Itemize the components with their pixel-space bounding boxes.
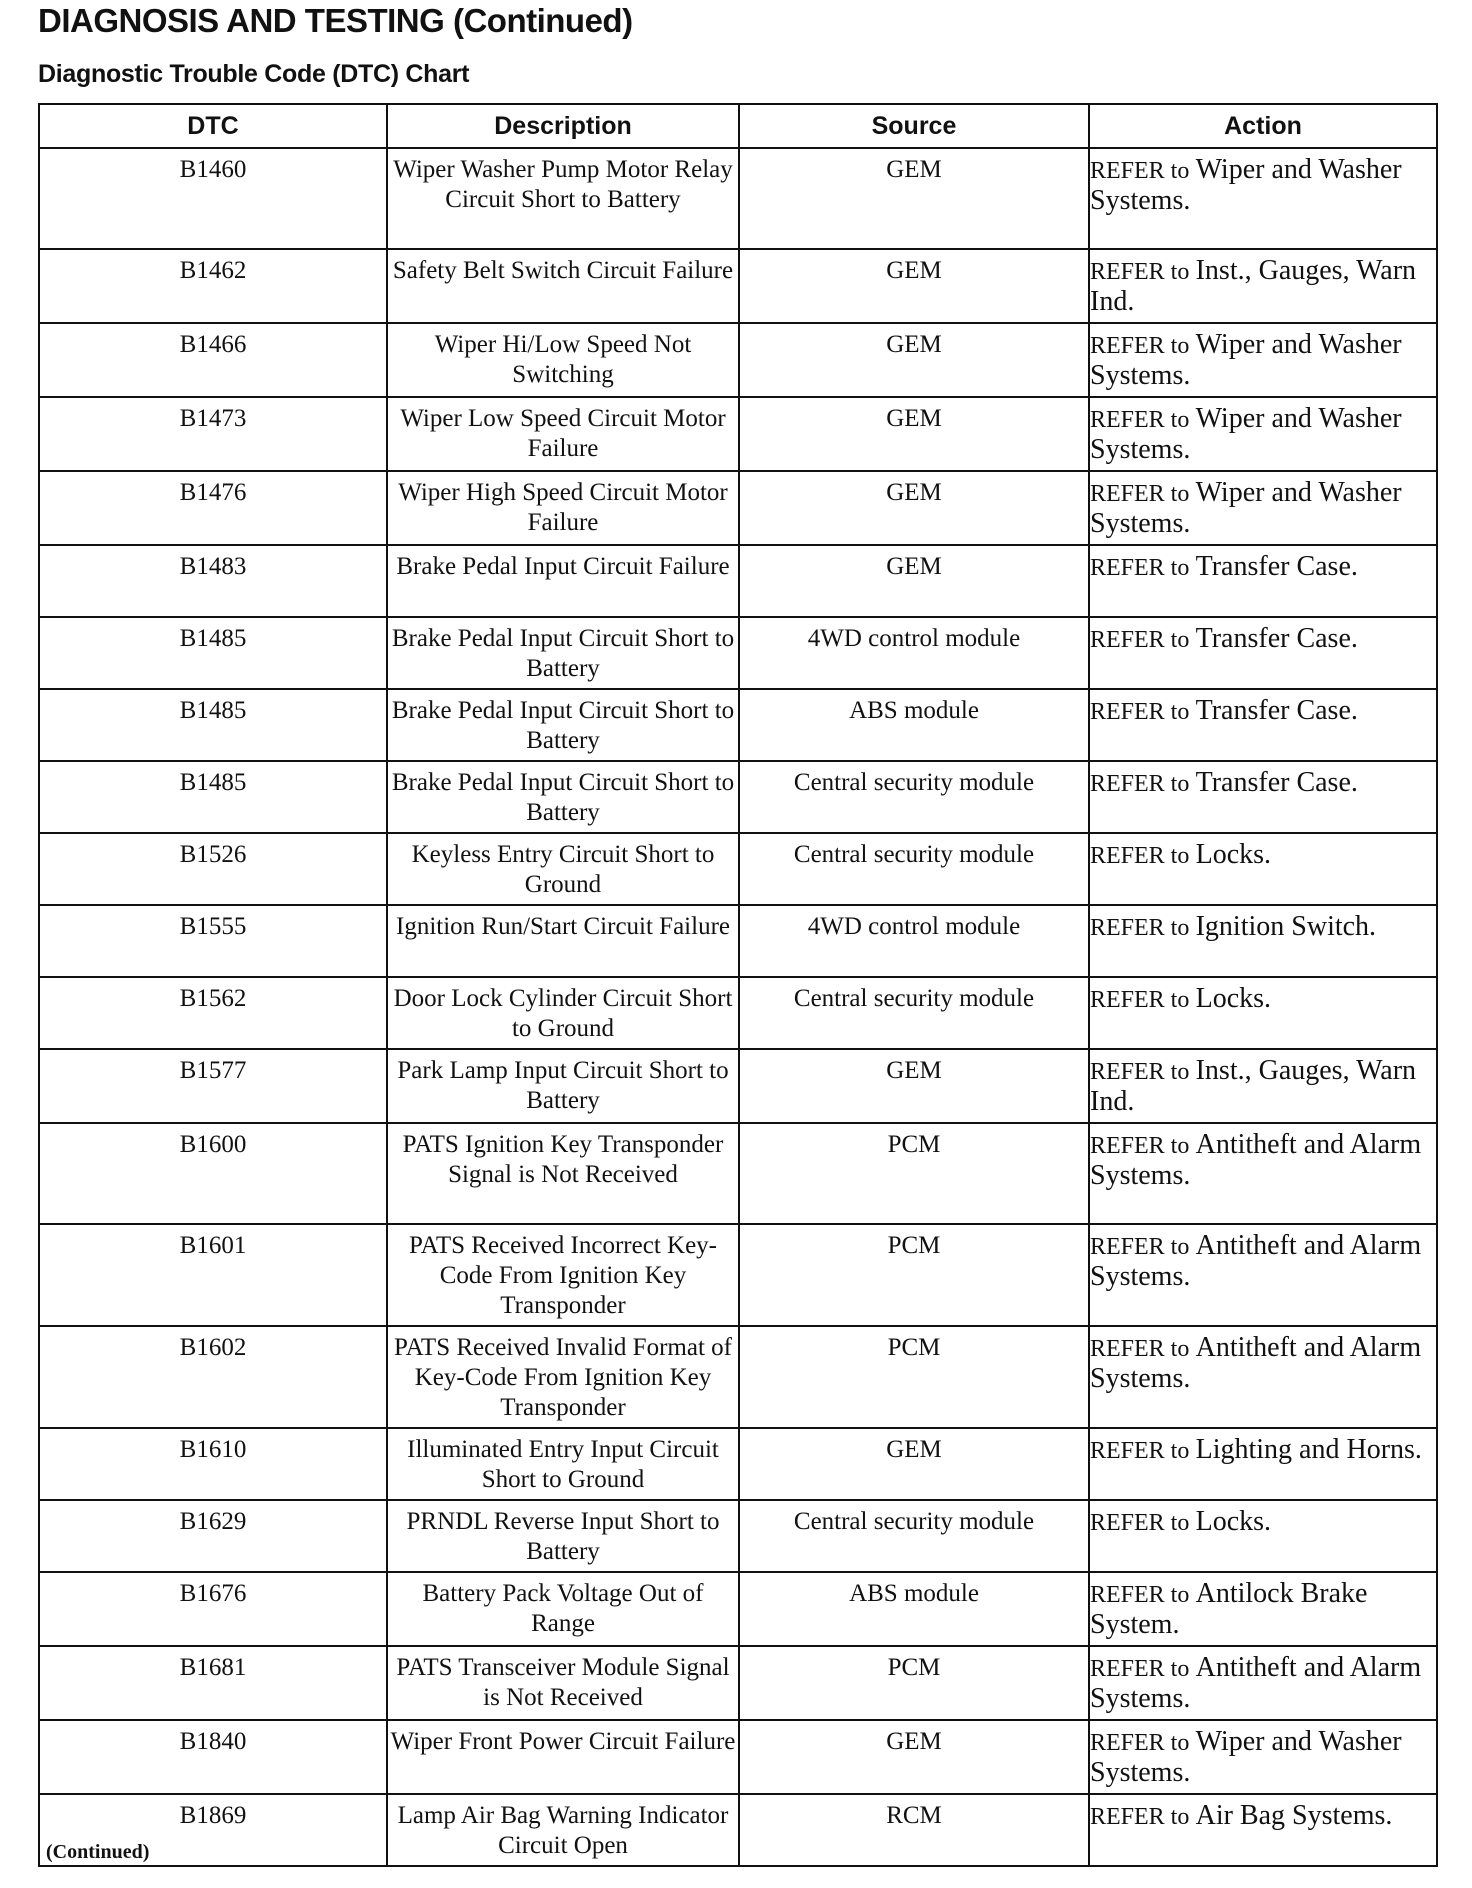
dtc-cell: B1681: [39, 1646, 387, 1720]
action-cell: [1089, 545, 1437, 617]
action-cell: [1089, 1326, 1437, 1428]
description-cell: Brake Pedal Input Circuit Short to Battery: [387, 617, 739, 689]
table-row: [39, 471, 1437, 545]
table-row: [39, 545, 1437, 617]
dtc-cell: B1601: [39, 1224, 387, 1326]
description-cell: Wiper Hi/Low Speed Not Switching: [387, 323, 739, 397]
action-cell: [1089, 689, 1437, 761]
column-header-description: Description: [387, 104, 739, 148]
source-cell: ABS module: [739, 689, 1089, 761]
description-cell: Wiper Low Speed Circuit Motor Failure: [387, 397, 739, 471]
action-cell: [1089, 905, 1437, 977]
dtc-cell: B1600: [39, 1123, 387, 1224]
description-cell: Safety Belt Switch Circuit Failure: [387, 249, 739, 323]
action-refer-label: REFER to: [1090, 1059, 1190, 1085]
description-cell: PATS Ignition Key Transponder Signal is Not Received: [387, 1123, 739, 1224]
table-row: [39, 1720, 1437, 1794]
description-cell: Wiper Front Power Circuit Failure: [387, 1720, 739, 1794]
action-reference: Wiper and Washer Systems.: [1090, 477, 1402, 539]
action-refer-label: REFER to: [1090, 627, 1190, 653]
action-refer-label: REFER to: [1090, 1730, 1190, 1756]
table-row: [39, 1794, 1437, 1866]
source-cell: Central security module: [739, 761, 1089, 833]
dtc-cell: B1462: [39, 249, 387, 323]
action-refer-label: REFER to: [1090, 158, 1190, 184]
action-refer-label: REFER to: [1090, 333, 1190, 359]
source-cell: GEM: [739, 249, 1089, 323]
action-reference: Antitheft and Alarm Systems.: [1090, 1230, 1422, 1292]
action-refer-label: REFER to: [1090, 1804, 1190, 1830]
description-cell: Park Lamp Input Circuit Short to Battery: [387, 1049, 739, 1123]
description-cell: PRNDL Reverse Input Short to Battery: [387, 1500, 739, 1572]
dtc-cell: B1610: [39, 1428, 387, 1500]
dtc-cell: B1473: [39, 397, 387, 471]
action-refer-label: REFER to: [1090, 1234, 1190, 1260]
action-reference: Antitheft and Alarm Systems.: [1090, 1129, 1422, 1191]
action-refer-label: REFER to: [1090, 1438, 1190, 1464]
source-cell: PCM: [739, 1123, 1089, 1224]
action-cell: [1089, 148, 1437, 249]
action-reference: Inst., Gauges, Warn Ind.: [1090, 255, 1417, 317]
action-reference: Wiper and Washer Systems.: [1090, 154, 1402, 216]
table-row: [39, 617, 1437, 689]
action-reference: Antilock Brake System.: [1090, 1578, 1368, 1640]
action-reference: Locks.: [1195, 839, 1272, 870]
action-cell: [1089, 761, 1437, 833]
action-reference: Locks.: [1195, 983, 1272, 1014]
source-cell: PCM: [739, 1326, 1089, 1428]
table-row: [39, 689, 1437, 761]
dtc-cell: B1577: [39, 1049, 387, 1123]
source-cell: GEM: [739, 545, 1089, 617]
action-cell: [1089, 833, 1437, 905]
action-cell: [1089, 249, 1437, 323]
action-cell: [1089, 1224, 1437, 1326]
description-cell: PATS Transceiver Module Signal is Not Received: [387, 1646, 739, 1720]
table-row: [39, 1500, 1437, 1572]
dtc-cell: B1485: [39, 689, 387, 761]
table-row: [39, 977, 1437, 1049]
column-header-dtc: DTC: [39, 104, 387, 148]
action-cell: [1089, 323, 1437, 397]
source-cell: 4WD control module: [739, 905, 1089, 977]
source-cell: RCM: [739, 1794, 1089, 1866]
action-refer-label: REFER to: [1090, 1510, 1190, 1536]
column-header-source: Source: [739, 104, 1089, 148]
action-refer-label: REFER to: [1090, 1582, 1190, 1608]
source-cell: 4WD control module: [739, 617, 1089, 689]
description-cell: Battery Pack Voltage Out of Range: [387, 1572, 739, 1646]
dtc-chart-table: [38, 103, 1438, 1867]
action-refer-label: REFER to: [1090, 699, 1190, 725]
action-refer-label: REFER to: [1090, 987, 1190, 1013]
table-row: [39, 905, 1437, 977]
dtc-cell: B1676: [39, 1572, 387, 1646]
action-cell: [1089, 1123, 1437, 1224]
table-row: [39, 1123, 1437, 1224]
section-title: Diagnostic Trouble Code (DTC) Chart: [38, 60, 470, 88]
action-cell: [1089, 1049, 1437, 1123]
dtc-cell: B1869: [39, 1794, 387, 1866]
description-cell: Brake Pedal Input Circuit Failure: [387, 545, 739, 617]
action-cell: [1089, 1646, 1437, 1720]
source-cell: PCM: [739, 1224, 1089, 1326]
table-row: [39, 1049, 1437, 1123]
description-cell: Brake Pedal Input Circuit Short to Battery: [387, 689, 739, 761]
description-cell: Door Lock Cylinder Circuit Short to Ground: [387, 977, 739, 1049]
action-cell: [1089, 1428, 1437, 1500]
action-cell: [1089, 471, 1437, 545]
description-cell: PATS Received Incorrect Key-Code From Ignition Key Transponder: [387, 1224, 739, 1326]
source-cell: GEM: [739, 1720, 1089, 1794]
dtc-cell: B1460: [39, 148, 387, 249]
action-refer-label: REFER to: [1090, 555, 1190, 581]
source-cell: Central security module: [739, 1500, 1089, 1572]
dtc-cell: B1555: [39, 905, 387, 977]
description-cell: Brake Pedal Input Circuit Short to Battery: [387, 761, 739, 833]
action-refer-label: REFER to: [1090, 407, 1190, 433]
continued-note: (Continued): [46, 1841, 150, 1863]
column-header-action: Action: [1089, 104, 1437, 148]
dtc-cell: B1476: [39, 471, 387, 545]
action-refer-label: REFER to: [1090, 481, 1190, 507]
action-cell: [1089, 1572, 1437, 1646]
table-row: [39, 833, 1437, 905]
source-cell: GEM: [739, 471, 1089, 545]
table-row: [39, 1224, 1437, 1326]
action-refer-label: REFER to: [1090, 1336, 1190, 1362]
table-row: [39, 1326, 1437, 1428]
action-cell: [1089, 1500, 1437, 1572]
source-cell: GEM: [739, 1049, 1089, 1123]
action-reference: Antitheft and Alarm Systems.: [1090, 1332, 1422, 1394]
action-refer-label: REFER to: [1090, 259, 1190, 285]
action-reference: Locks.: [1195, 1506, 1272, 1537]
action-reference: Transfer Case.: [1195, 767, 1358, 798]
description-cell: Ignition Run/Start Circuit Failure: [387, 905, 739, 977]
dtc-cell: B1526: [39, 833, 387, 905]
dtc-cell: B1629: [39, 1500, 387, 1572]
description-cell: Keyless Entry Circuit Short to Ground: [387, 833, 739, 905]
source-cell: ABS module: [739, 1572, 1089, 1646]
action-reference: Wiper and Washer Systems.: [1090, 329, 1402, 391]
source-cell: GEM: [739, 397, 1089, 471]
table-row: [39, 761, 1437, 833]
action-refer-label: REFER to: [1090, 915, 1190, 941]
action-cell: [1089, 397, 1437, 471]
source-cell: GEM: [739, 1428, 1089, 1500]
action-refer-label: REFER to: [1090, 1133, 1190, 1159]
description-cell: Illuminated Entry Input Circuit Short to Ground: [387, 1428, 739, 1500]
action-reference: Transfer Case.: [1195, 695, 1358, 726]
source-cell: Central security module: [739, 833, 1089, 905]
action-reference: Transfer Case.: [1195, 623, 1358, 654]
action-cell: [1089, 977, 1437, 1049]
description-cell: Lamp Air Bag Warning Indicator Circuit Open: [387, 1794, 739, 1866]
action-cell: [1089, 1720, 1437, 1794]
action-reference: Ignition Switch.: [1195, 911, 1377, 942]
action-refer-label: REFER to: [1090, 1656, 1190, 1682]
page-title: DIAGNOSIS AND TESTING (Continued): [38, 2, 633, 39]
action-reference: Air Bag Systems.: [1195, 1800, 1393, 1831]
table-body: [39, 148, 1437, 1866]
action-refer-label: REFER to: [1090, 843, 1190, 869]
table-row: [39, 397, 1437, 471]
description-cell: Wiper High Speed Circuit Motor Failure: [387, 471, 739, 545]
action-refer-label: REFER to: [1090, 771, 1190, 797]
dtc-cell: B1602: [39, 1326, 387, 1428]
dtc-cell: B1485: [39, 617, 387, 689]
table-row: [39, 249, 1437, 323]
table-row: [39, 1428, 1437, 1500]
table-row: [39, 148, 1437, 249]
dtc-cell: B1840: [39, 1720, 387, 1794]
action-cell: [1089, 1794, 1437, 1866]
action-reference: Transfer Case.: [1195, 551, 1358, 582]
action-reference: Wiper and Washer Systems.: [1090, 1726, 1402, 1788]
source-cell: Central security module: [739, 977, 1089, 1049]
dtc-cell: B1483: [39, 545, 387, 617]
action-cell: [1089, 617, 1437, 689]
action-reference: Wiper and Washer Systems.: [1090, 403, 1402, 465]
action-reference: Lighting and Horns.: [1195, 1434, 1422, 1465]
dtc-cell: B1466: [39, 323, 387, 397]
source-cell: GEM: [739, 323, 1089, 397]
table-row: [39, 1572, 1437, 1646]
description-cell: Wiper Washer Pump Motor Relay Circuit Short to Battery: [387, 148, 739, 249]
dtc-cell: B1485: [39, 761, 387, 833]
source-cell: GEM: [739, 148, 1089, 249]
action-reference: Antitheft and Alarm Systems.: [1090, 1652, 1422, 1714]
action-reference: Inst., Gauges, Warn Ind.: [1090, 1055, 1417, 1117]
source-cell: PCM: [739, 1646, 1089, 1720]
table-row: [39, 1646, 1437, 1720]
table-header-row: [39, 104, 1437, 148]
table-row: [39, 323, 1437, 397]
description-cell: PATS Received Invalid Format of Key-Code From Ignition Key Transponder: [387, 1326, 739, 1428]
dtc-cell: B1562: [39, 977, 387, 1049]
